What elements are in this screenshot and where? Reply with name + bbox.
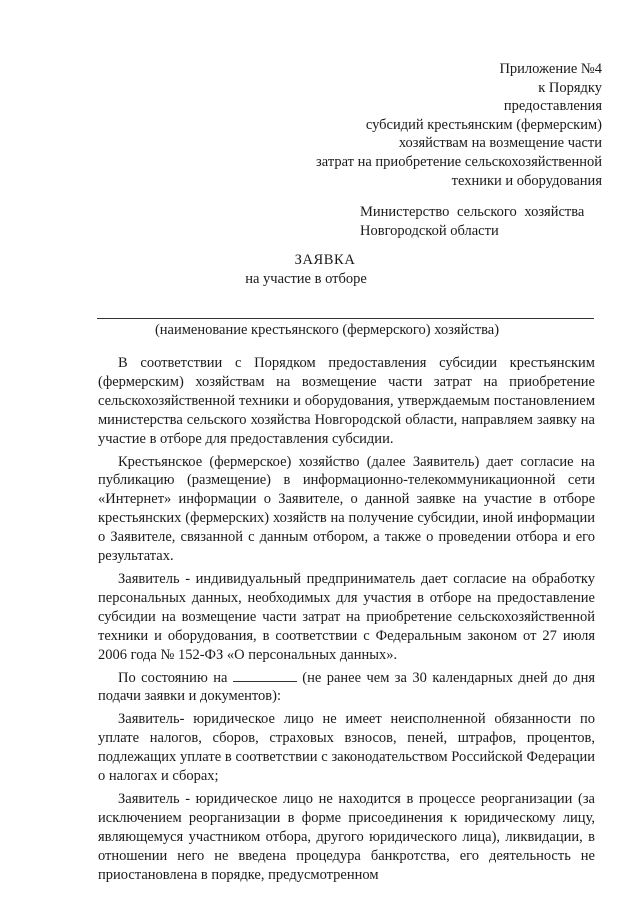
appendix-line-3: предоставления [503, 98, 602, 115]
paragraph-1: В соответствии с Порядком предоставления субсидии крестьянским (фермерским) хозяйствам на возмещение части затрат на приобретение сельскохозяйственной техники и оборудования, утверждаемым постановлением министерства сельского хозяйства Новгородской области, направляем заявку на участие в отборе для предоставления субсидии. [98, 355, 595, 447]
appendix-line-5: хозяйствам на возмещение части [398, 135, 602, 152]
paragraph-5: Заявитель- юридическое лицо не имеет неисполненной обязанности по уплате налогов, сборов, страховых взносов, пеней, штрафов, процентов, подлежащих уплате в соответствии с законодательством Российской Федерации о налогах и сборах; [98, 711, 595, 785]
title-main: ЗАЯВКА [294, 252, 356, 268]
paragraph-2: Крестьянское (фермерское) хозяйство (далее Заявитель) дает согласие на публикацию (размещение) в информационно-телекоммуникационной сети «Интернет» информации о Заявителе, о данной заявке на участие в отборе крестьянских (фермерских) хозяйств на получение субсидии, иной информации о Заявителе, связанной с данным отбором, а также о проведении отбора и его результатах. [98, 453, 595, 565]
paragraph-4-end: (не ранее чем за 30 календарных дней до дня подачи заявки и документов): [98, 669, 596, 705]
appendix-header [316, 60, 602, 190]
paragraph-3: Заявитель - индивидуальный предприниматель дает согласие на обработку персональных данных, необходимых для участия в отборе на предоставление субсидии на возмещение части затрат на приобретение сельскохозяйственной техники и оборудования, в соответствии с Федеральным законом от 27 июля 2006 года № 152-ФЗ «О персональных данных». [98, 570, 595, 663]
appendix-line-6: затрат на приобретение сельскохозяйственной [316, 153, 602, 170]
paragraph-6: Заявитель - юридическое лицо не находится в процессе реорганизации (за исключением реорганизации в форме присоединения к юридическому лицу, являющемуся участником отбора, другого юридического лица), ликвидации, в отношении него не введена процедура банкротства, его деятельность не приостановлена в порядке, предусмотренном [98, 790, 595, 883]
document-body [98, 354, 595, 888]
date-blank [233, 669, 297, 682]
appendix-line-1: Приложение №4 [499, 61, 602, 77]
addressee-line-2: Новгородской области [360, 222, 499, 239]
appendix-line-7: техники и оборудования [451, 172, 602, 189]
name-caption: (наименование крестьянского (фермерского) хозяйства) [154, 322, 500, 338]
appendix-line-4: субсидий крестьянским (фермерским) [365, 116, 602, 133]
appendix-line-2: к Порядку [538, 79, 602, 96]
addressee-line-1: Министерство сельского хозяйства [360, 204, 585, 220]
name-fill-line [97, 318, 594, 319]
paragraph-4 [98, 669, 595, 707]
document-title [0, 251, 640, 289]
title-subtitle: на участие в отборе [245, 271, 367, 287]
addressee [360, 203, 584, 241]
paragraph-4-start: По состоянию на [118, 669, 228, 686]
